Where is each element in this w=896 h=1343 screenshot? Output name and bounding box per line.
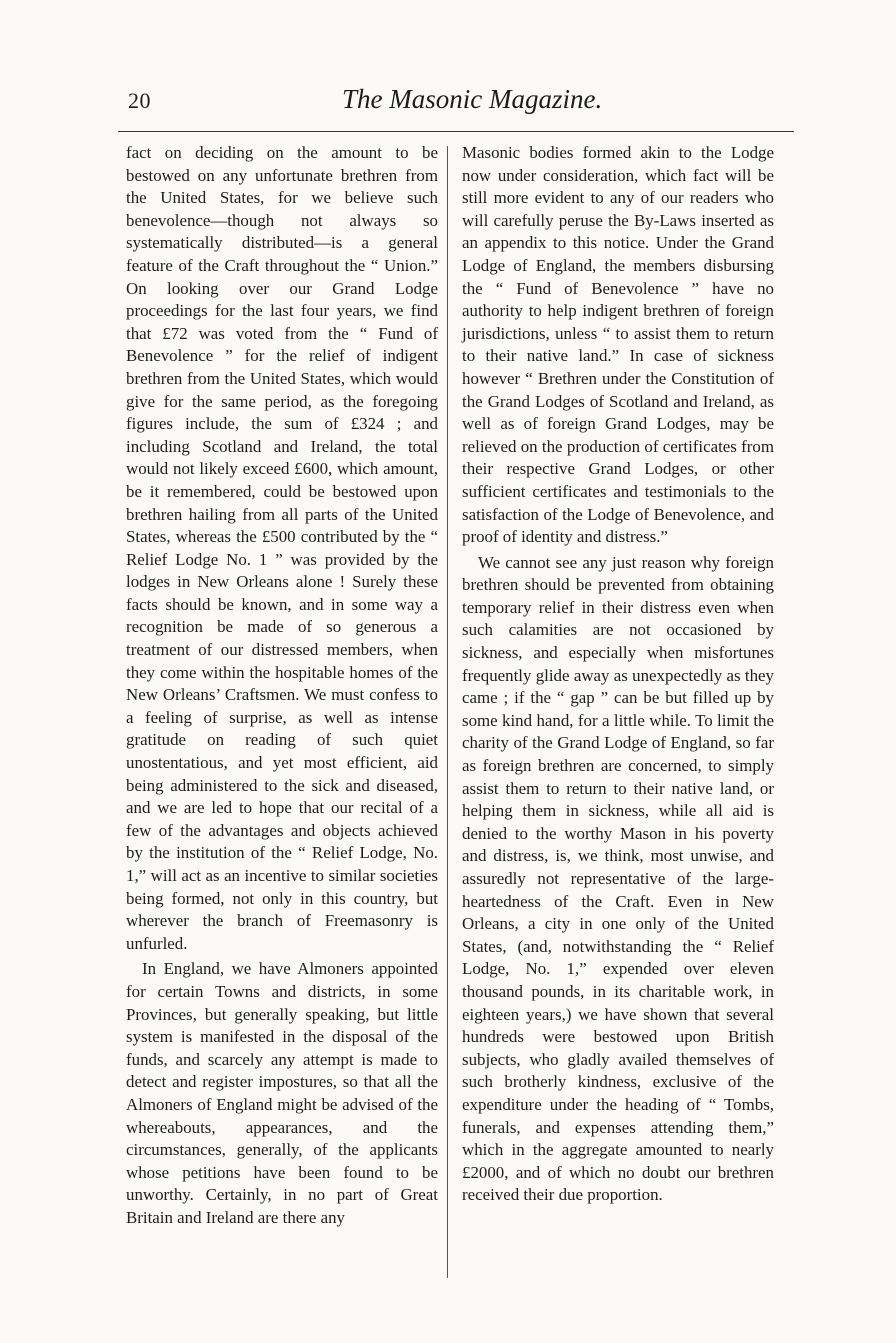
paragraph: In England, we have Almoners appointed for certain Towns and districts, in some Provinces, but generally speaking, but little system is manifested in the disposal of the funds, and scarcely any attempt is made to detect and register impostures, so that all the Almoners of England might be advised of the whereabouts, appearances, and the circumstances, generally, of the applicants whose petitions have been found to be unworthy. Certainly, in no part of Great Britain and Ireland are there any xyxy=(126,959,438,1227)
left-column xyxy=(126,142,438,1230)
paragraph: We cannot see any just reason why foreign brethren should be prevented from obtaining temporary relief in their distress even when such calamities are not occasioned by sickness, and especially when misfortunes frequently glide away as unexpectedly as they came ; if the “ gap ” can be but filled up by some kind hand, for a little while. To limit the charity of the Grand Lodge of England, so far as foreign brethren are concerned, to simply assist them to return to their native land, or helping them in sickness, while all aid is denied to the worthy Mason in his poverty and distress, is, we think, most unwise, and assuredly not representative of the large-heartedness of the Craft. Even in New Orleans, a city in one only of the United States, (and, notwithstanding the “ Relief Lodge, No. 1,” expended over eleven thousand pounds, in its charitable work, in eighteen years,) we have shown that several hundreds were bestowed upon British subjects, who gladly availed themselves of such brotherly kindness, exclusive of the expenditure under the heading of “ Tombs, funerals, and expenses attending them,” which in the aggregate amounted to nearly £2000, and of which no doubt our brethren received their due proportion. xyxy=(462,552,774,1205)
right-column xyxy=(462,142,774,1207)
paragraph: Masonic bodies formed akin to the Lodge now under consideration, which fact will be still more evident to any of our readers who will carefully peruse the By-Laws inserted as an appendix to this notice. Under the Grand Lodge of England, the members disbursing the “ Fund of Benevolence ” have no authority to help indigent brethren of foreign jurisdictions, unless “ to assist them to return to their native land.” In case of sickness however “ Brethren under the Constitution of the Grand Lodges of Scotland and Ireland, as well as of foreign Grand Lodges, may be relieved on the production of certificates from their respective Grand Lodges, or other sufficient certificates and testimonials to the satisfaction of the Lodge of Benevolence, and proof of identity and distress.” xyxy=(462,143,774,547)
running-title: The Masonic Magazine. xyxy=(342,84,603,114)
column-divider xyxy=(447,146,448,1278)
page-number: 20 xyxy=(128,88,151,113)
paragraph: fact on deciding on the amount to be bestowed on any unfortunate brethren from the United States, for we believe such benevolence—though not always so systematically distributed—is a general feature of the Craft throughout the “ Union.” On looking over our Grand Lodge proceedings for the last four years, we find that £72 was voted from the “ Fund of Benevolence ” for the relief of indigent brethren from the United States, which would give for the same period, as the foregoing figures include, the sum of £324 ; and including Scotland and Ireland, the total would not likely exceed £600, which amount, be it remembered, could be bestowed upon brethren hailing from all parts of the United States, whereas the £500 contributed by the “ Relief Lodge No. 1 ” was provided by the lodges in New Orleans alone ! Surely these facts should be known, and in some way a recognition be made of so generous a treatment of our distressed members, when they come within the hospitable homes of the New Orleans’ Craftsmen. We must confess to a feeling of surprise, as well as intense gratitude on reading of such quiet unostentatious, and yet most efficient, aid being administered to the sick and diseased, and we are led to hope that our recital of a few of the advantages and objects achieved by the institution of the “ Relief Lodge, No. 1,” will act as an incentive to similar societies being formed, not only in this country, but wherever the branch of Freemasonry is unfurled. xyxy=(126,143,438,953)
header-rule xyxy=(118,131,794,132)
page-header xyxy=(118,84,796,124)
